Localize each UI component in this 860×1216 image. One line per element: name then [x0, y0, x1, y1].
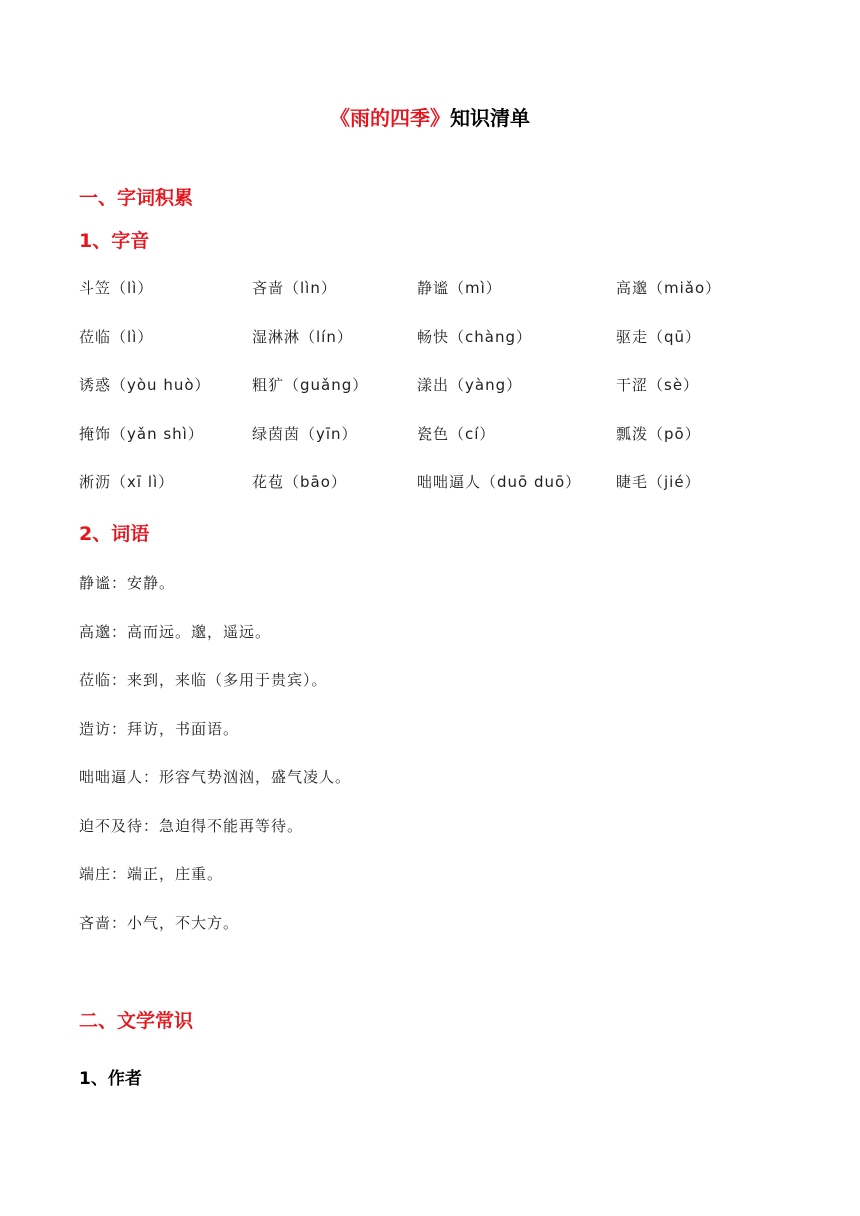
pronunciation-table	[79, 277, 779, 520]
pronunciation-item: 漾出（yàng）	[417, 376, 523, 394]
pronunciation-item: 掩饰（yǎn shì）	[79, 424, 204, 443]
pronunciation-item: 静谧（mì）	[417, 279, 502, 297]
pronunciation-item: 粗犷（guǎng）	[252, 376, 369, 394]
pronunciation-item: 畅快（chàng）	[417, 327, 532, 346]
definition-item: 吝啬：小气，不大方。	[79, 913, 240, 932]
pronunciation-row	[79, 326, 779, 375]
definition-item: 端庄：端正，庄重。	[79, 865, 224, 883]
pronunciation-item: 斗笠（lì）	[79, 279, 154, 297]
title-suffix: 知识清单	[450, 106, 530, 130]
section-heading-literature: 二、文学常识	[79, 1010, 194, 1032]
pronunciation-item: 睫毛（jié）	[616, 473, 701, 491]
pronunciation-row	[79, 277, 779, 326]
definition-list	[79, 572, 779, 960]
pronunciation-row	[79, 423, 779, 472]
pronunciation-item: 干涩（sè）	[616, 376, 700, 394]
definition-item: 咄咄逼人：形容气势汹汹，盛气凌人。	[79, 768, 352, 786]
pronunciation-row	[79, 374, 779, 423]
subheading-words: 2、词语	[79, 523, 150, 545]
document-title	[0, 102, 860, 131]
pronunciation-item: 花苞（bāo）	[252, 473, 347, 491]
definition-item: 造访：拜访，书面语。	[79, 719, 240, 738]
pronunciation-item: 湿淋淋（lín）	[252, 327, 353, 346]
pronunciation-item: 吝啬（lìn）	[252, 279, 337, 297]
pronunciation-item: 瓢泼（pō）	[616, 424, 701, 443]
pronunciation-item: 绿茵茵（yīn）	[252, 424, 358, 443]
pronunciation-item: 莅临（lì）	[79, 327, 154, 346]
definition-item: 高邈：高而远。邈，遥远。	[79, 622, 272, 641]
pronunciation-item: 瓷色（cí）	[417, 424, 496, 443]
pronunciation-item: 诱惑（yòu huò）	[79, 376, 211, 394]
pronunciation-item: 咄咄逼人（duō duō）	[417, 473, 582, 491]
definition-item: 迫不及待：急迫得不能再等待。	[79, 816, 304, 835]
definition-item: 莅临：来到，来临（多用于贵宾）。	[79, 671, 328, 689]
pronunciation-item: 淅沥（xī lì）	[79, 473, 175, 491]
title-book-name: 《雨的四季》	[330, 106, 450, 130]
section-heading-vocabulary: 一、字词积累	[79, 187, 194, 209]
subheading-author: 1、作者	[79, 1069, 142, 1089]
pronunciation-row	[79, 471, 779, 520]
definition-item: 静谧：安静。	[79, 574, 176, 592]
pronunciation-item: 高邈（miǎo）	[616, 279, 722, 297]
pronunciation-item: 驱走（qū）	[616, 327, 702, 346]
subheading-pronunciation: 1、字音	[79, 230, 150, 252]
